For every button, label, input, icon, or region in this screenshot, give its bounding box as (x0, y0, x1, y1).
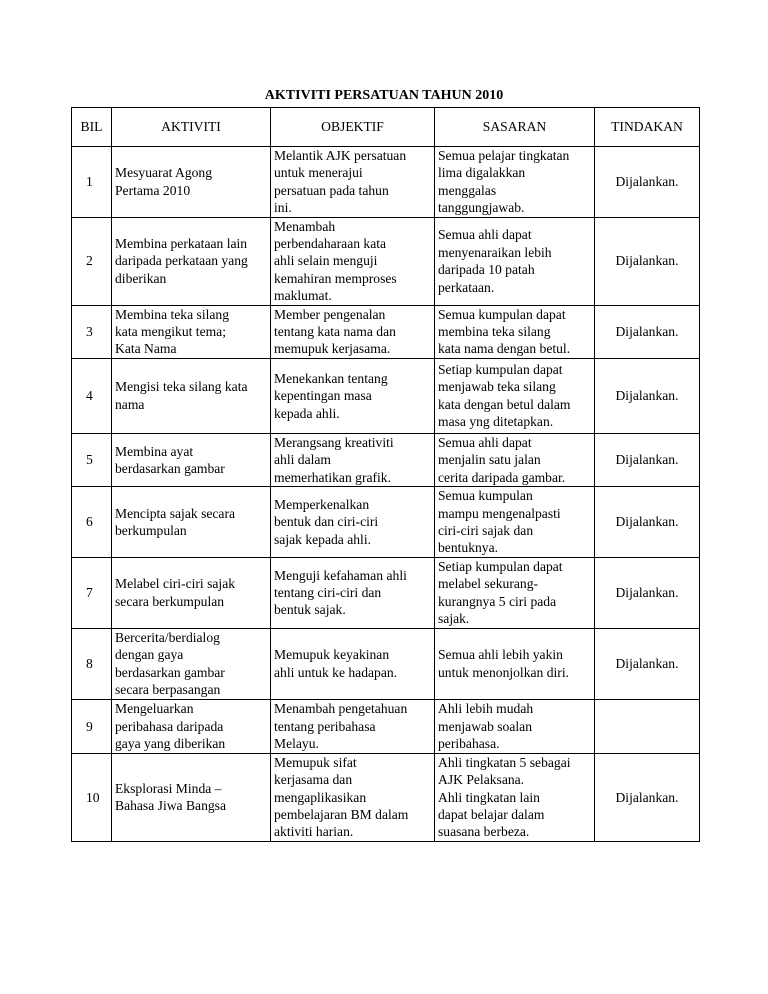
sasaran-line: Semua ahli dapat (438, 434, 532, 450)
aktiviti-line: Melabel ciri-ciri sajak (115, 576, 236, 592)
sasaran-line: cerita daripada gambar. (438, 469, 566, 485)
cell-bil: 2 (72, 217, 112, 305)
sasaran-line: menyenaraikan lebih (438, 244, 552, 260)
cell-objektif (271, 433, 435, 486)
cell-bil: 10 (72, 753, 112, 841)
cell-tindakan: Dijalankan. (595, 487, 700, 558)
table-row (72, 358, 700, 433)
table-row (72, 753, 700, 841)
sasaran-line: menjawab soalan (438, 718, 532, 734)
sasaran-line: kurangnya 5 ciri pada (438, 593, 557, 609)
cell-aktiviti (112, 147, 271, 218)
aktiviti-line: Membina teka silang (115, 306, 230, 322)
page-title: AKTIVITI PERSATUAN TAHUN 2010 (264, 88, 504, 103)
sasaran-line: Semua ahli lebih yakin (438, 647, 563, 663)
aktiviti-line: peribahasa daripada (115, 718, 224, 734)
table-row (72, 147, 700, 218)
aktiviti-line: gaya yang diberikan (115, 735, 226, 751)
objektif-line: Memupuk keyakinan (274, 647, 390, 663)
sasaran-line: menggalas (438, 182, 497, 198)
table-row (72, 433, 700, 486)
cell-tindakan: Dijalankan. (595, 217, 700, 305)
sasaran-line: peribahasa. (438, 735, 500, 751)
cell-bil: 8 (72, 628, 112, 699)
cell-bil: 6 (72, 487, 112, 558)
objektif-line: persatuan pada tahun (274, 182, 389, 198)
cell-bil: 4 (72, 358, 112, 433)
cell-tindakan: Dijalankan. (595, 628, 700, 699)
sasaran-line: Semua kumpulan dapat (438, 306, 566, 322)
aktiviti-line: secara berkumpulan (115, 593, 225, 609)
aktiviti-line: Mengisi teka silang kata (115, 379, 248, 395)
aktiviti-line: Mengeluarkan (115, 701, 194, 717)
cell-tindakan: Dijalankan. (595, 433, 700, 486)
objektif-line: kerjasama dan (274, 772, 353, 788)
cell-bil: 3 (72, 305, 112, 358)
objektif-line: Melayu. (274, 735, 319, 751)
sasaran-line: Setiap kumpulan dapat (438, 362, 563, 378)
table-row (72, 305, 700, 358)
objektif-line: tentang peribahasa (274, 718, 376, 734)
objektif-line: aktiviti harian. (274, 824, 354, 840)
cell-objektif (271, 358, 435, 433)
sasaran-line: untuk menonjolkan diri. (438, 664, 570, 680)
sasaran-line: Semua pelajar tingkatan (438, 148, 570, 163)
aktiviti-line: berdasarkan gambar (115, 460, 225, 476)
sasaran-line: daripada 10 patah (438, 262, 535, 278)
cell-bil: 7 (72, 557, 112, 628)
activity-table (71, 107, 700, 842)
sasaran-line: lima digalakkan (438, 165, 526, 181)
sasaran-line: bentuknya. (438, 540, 499, 556)
objektif-line: kepentingan masa (274, 388, 372, 404)
aktiviti-line: Bahasa Jiwa Bangsa (115, 798, 226, 814)
aktiviti-line: Membina ayat (115, 443, 194, 459)
objektif-line: kemahiran memproses (274, 270, 397, 286)
cell-tindakan (595, 699, 700, 753)
objektif-line: tentang kata nama dan (274, 324, 396, 340)
objektif-line: ahli dalam (274, 452, 331, 468)
cell-aktiviti (112, 217, 271, 305)
cell-tindakan: Dijalankan. (595, 305, 700, 358)
objektif-line: perbendaharaan kata (274, 236, 387, 252)
header-aktiviti: AKTIVITI (112, 108, 271, 147)
cell-objektif (271, 628, 435, 699)
objektif-line: Menekankan tentang (274, 370, 388, 386)
cell-objektif (271, 217, 435, 305)
sasaran-line: mampu mengenalpasti (438, 505, 561, 521)
table-row (72, 628, 700, 699)
cell-bil: 1 (72, 147, 112, 218)
sasaran-line: tanggungjawab. (438, 200, 525, 216)
cell-aktiviti (112, 433, 271, 486)
aktiviti-line: kata mengikut tema; (115, 324, 226, 340)
aktiviti-line: berdasarkan gambar (115, 664, 225, 680)
sasaran-line: Semua kumpulan (438, 488, 533, 504)
cell-aktiviti (112, 487, 271, 558)
objektif-line: Menguji kefahaman ahli (274, 567, 407, 583)
cell-sasaran (435, 433, 595, 486)
cell-sasaran (435, 699, 595, 753)
sasaran-line: Setiap kumpulan dapat (438, 558, 563, 574)
sasaran-line: kata dengan betul dalam (438, 396, 571, 412)
objektif-line: maklumat. (274, 288, 332, 304)
objektif-line: memerhatikan grafik. (274, 469, 392, 485)
cell-objektif (271, 557, 435, 628)
sasaran-line: membina teka silang (438, 324, 551, 340)
sasaran-line: melabel sekurang- (438, 576, 539, 592)
aktiviti-line: diberikan (115, 270, 167, 286)
cell-sasaran (435, 753, 595, 841)
cell-aktiviti (112, 628, 271, 699)
objektif-line: pembelajaran BM dalam (274, 806, 409, 822)
cell-aktiviti (112, 305, 271, 358)
sasaran-line: Ahli tingkatan 5 sebagai (438, 754, 571, 770)
objektif-line: Member pengenalan (274, 306, 386, 322)
sasaran-line: sajak. (438, 611, 470, 627)
cell-tindakan: Dijalankan. (595, 147, 700, 218)
cell-bil: 5 (72, 433, 112, 486)
sasaran-line: Semua ahli dapat (438, 227, 532, 243)
objektif-line: Merangsang kreativiti (274, 434, 394, 450)
aktiviti-line: Mencipta sajak secara (115, 505, 236, 521)
objektif-line: sajak kepada ahli. (274, 531, 372, 547)
cell-bil: 9 (72, 699, 112, 753)
objektif-line: tentang ciri-ciri dan (274, 585, 382, 601)
table-row (72, 699, 700, 753)
objektif-line: Melantik AJK persatuan (274, 148, 407, 163)
aktiviti-line: dengan gaya (115, 647, 184, 663)
table-body (72, 147, 700, 842)
cell-aktiviti (112, 358, 271, 433)
objektif-line: Menambah pengetahuan (274, 701, 408, 717)
aktiviti-line: secara berpasangan (115, 682, 221, 698)
objektif-line: Memupuk sifat (274, 754, 357, 770)
cell-sasaran (435, 217, 595, 305)
cell-sasaran (435, 305, 595, 358)
aktiviti-line: daripada perkataan yang (115, 253, 248, 269)
table-row (72, 217, 700, 305)
header-bil: BIL (72, 108, 112, 147)
aktiviti-line: berkumpulan (115, 522, 187, 538)
cell-aktiviti (112, 753, 271, 841)
header-tindakan: TINDAKAN (595, 108, 700, 147)
cell-sasaran (435, 628, 595, 699)
aktiviti-line: Pertama 2010 (115, 182, 191, 198)
cell-objektif (271, 147, 435, 218)
aktiviti-line: Kata Nama (115, 341, 177, 357)
table-row (72, 557, 700, 628)
cell-sasaran (435, 487, 595, 558)
header-objektif: OBJEKTIF (271, 108, 435, 147)
cell-tindakan: Dijalankan. (595, 358, 700, 433)
sasaran-line: menjawab teka silang (438, 379, 556, 395)
objektif-line: kepada ahli. (274, 405, 340, 421)
table-header-row (72, 108, 700, 147)
table-row (72, 487, 700, 558)
cell-tindakan: Dijalankan. (595, 753, 700, 841)
cell-sasaran (435, 557, 595, 628)
objektif-line: ini. (274, 200, 292, 216)
objektif-line: bentuk dan ciri-ciri (274, 514, 379, 530)
sasaran-line: ciri-ciri sajak dan (438, 522, 534, 538)
sasaran-line: dapat belajar dalam (438, 806, 545, 822)
objektif-line: untuk menerajui (274, 165, 363, 181)
objektif-line: ahli selain menguji (274, 253, 378, 269)
cell-aktiviti (112, 699, 271, 753)
objektif-line: Menambah (274, 218, 336, 234)
sasaran-line: perkataan. (438, 279, 495, 295)
cell-sasaran (435, 358, 595, 433)
cell-objektif (271, 487, 435, 558)
cell-aktiviti (112, 557, 271, 628)
cell-objektif (271, 699, 435, 753)
aktiviti-line: nama (115, 396, 145, 412)
sasaran-line: AJK Pelaksana. (438, 772, 525, 788)
sasaran-line: kata nama dengan betul. (438, 341, 571, 357)
sasaran-line: masa yng ditetapkan. (438, 414, 554, 430)
objektif-line: mengaplikasikan (274, 789, 367, 805)
cell-objektif (271, 305, 435, 358)
sasaran-line: suasana berbeza. (438, 824, 530, 840)
objektif-line: bentuk sajak. (274, 602, 346, 618)
sasaran-line: Ahli tingkatan lain (438, 789, 540, 805)
aktiviti-line: Membina perkataan lain (115, 236, 248, 252)
objektif-line: memupuk kerjasama. (274, 341, 391, 357)
aktiviti-line: Bercerita/berdialog (115, 629, 220, 645)
sasaran-line: menjalin satu jalan (438, 452, 541, 468)
aktiviti-line: Mesyuarat Agong (115, 165, 213, 181)
cell-sasaran (435, 147, 595, 218)
header-sasaran: SASARAN (435, 108, 595, 147)
objektif-line: Memperkenalkan (274, 496, 370, 512)
cell-tindakan: Dijalankan. (595, 557, 700, 628)
sasaran-line: Ahli lebih mudah (438, 701, 534, 717)
objektif-line: ahli untuk ke hadapan. (274, 664, 398, 680)
cell-objektif (271, 753, 435, 841)
aktiviti-line: Eksplorasi Minda – (115, 780, 222, 796)
